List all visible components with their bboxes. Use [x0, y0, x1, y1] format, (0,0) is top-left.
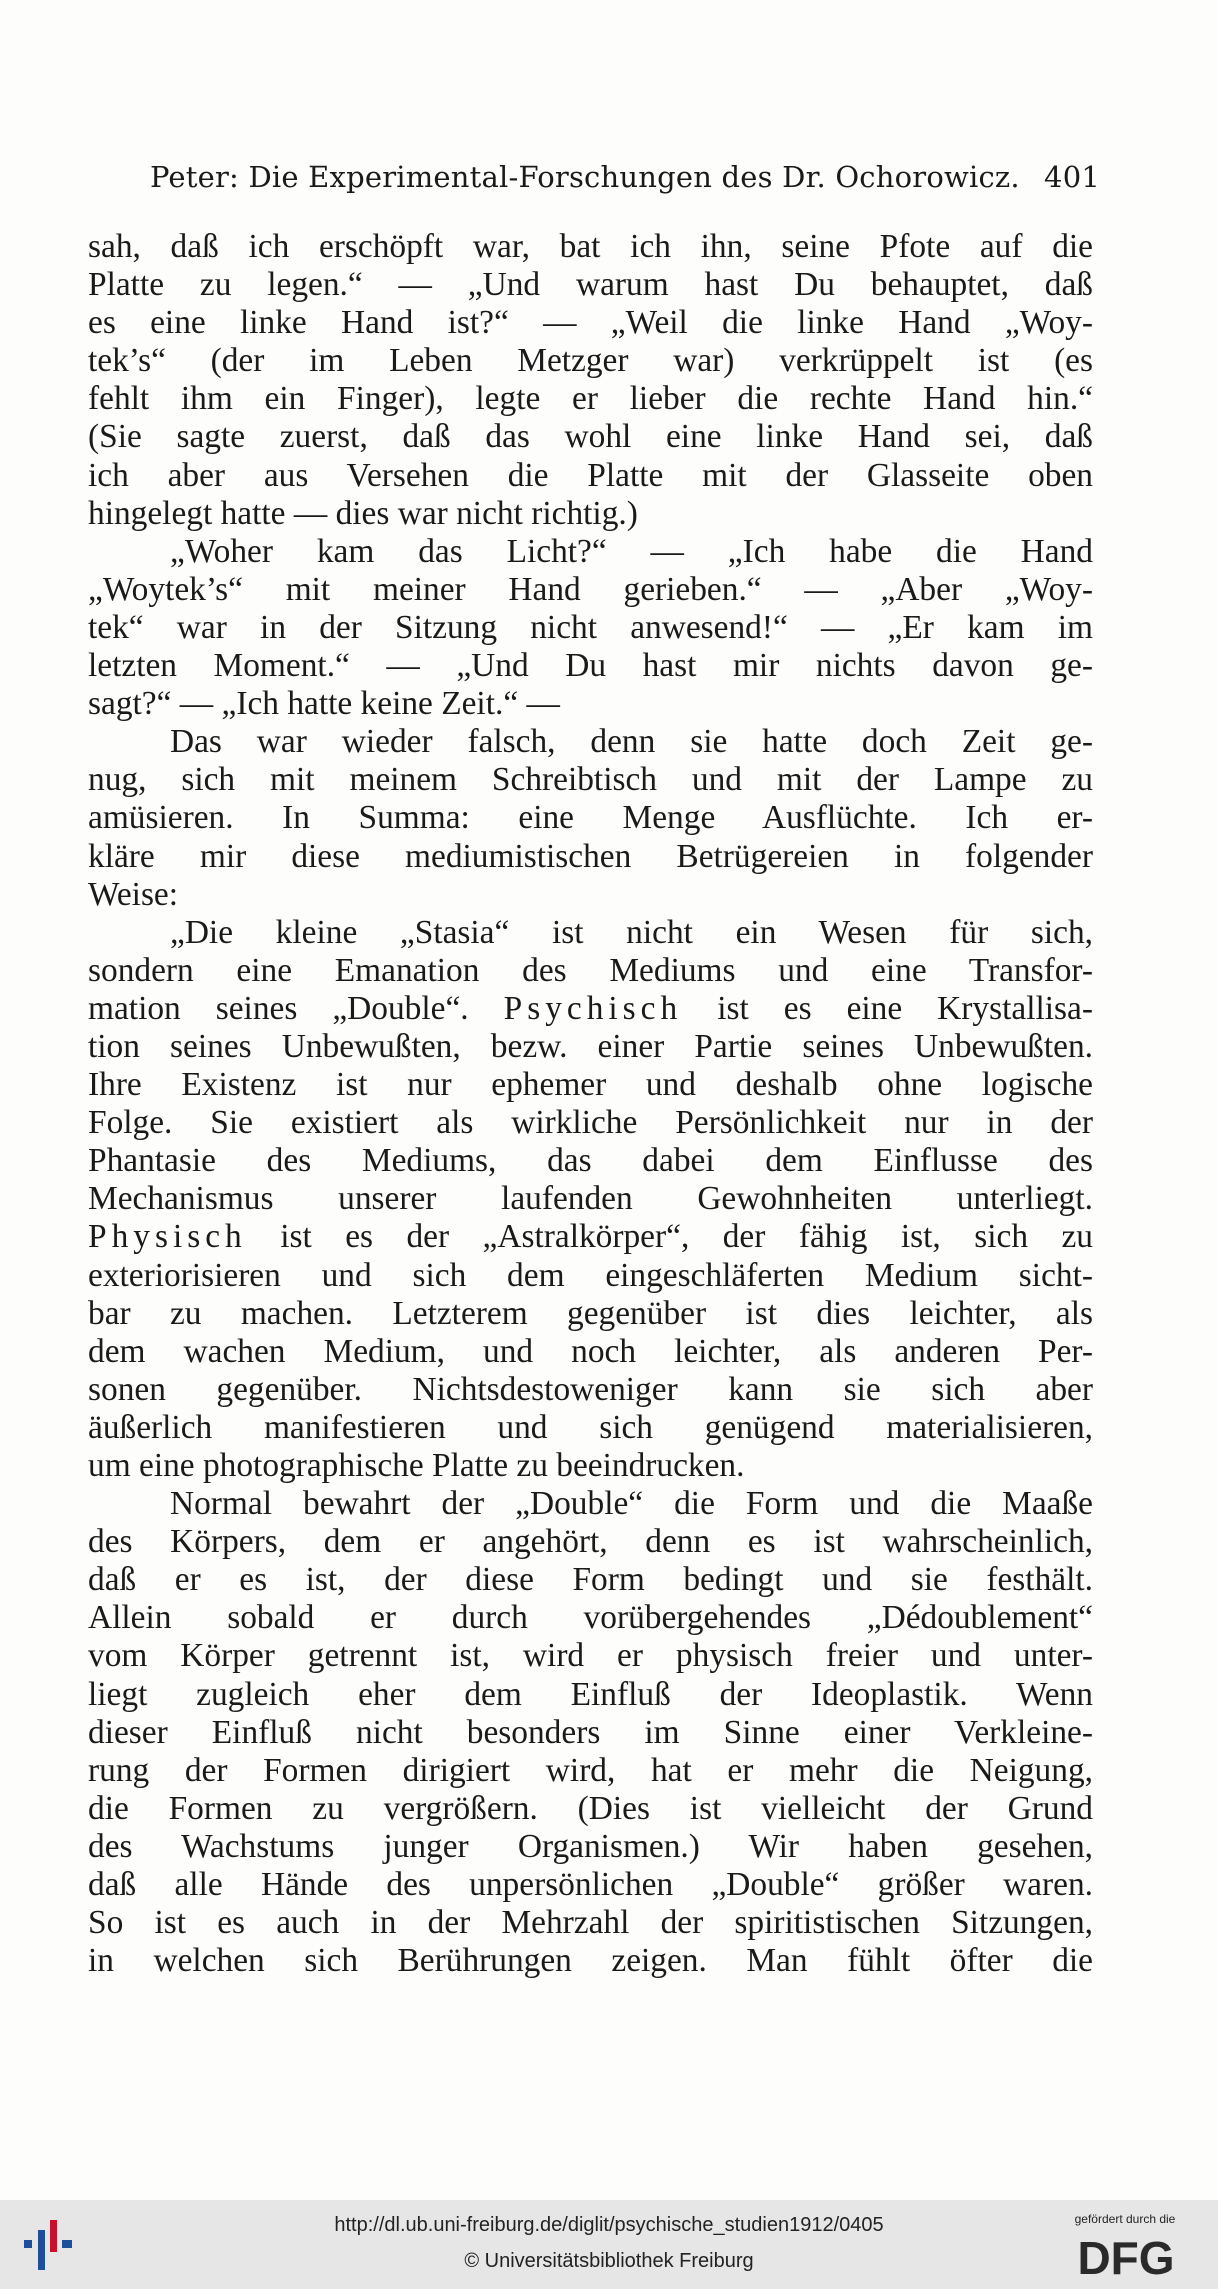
text-line: es eine linke Hand ist?“ — „Weil die linke Hand „Woy- [88, 304, 1093, 342]
emphasis-psychisch: Psychisch [503, 989, 683, 1027]
text-line: Platte zu legen.“ — „Und warum hast Du behauptet, daß [88, 266, 1093, 304]
text-line: sah, daß ich erschöpft war, bat ich ihn, seine Pfote auf die [88, 228, 1093, 265]
text-segment: ist es der „Astralkörper“, der fähig ist, sich zu [280, 1218, 1093, 1256]
text-line: des Körpers, dem er angehört, denn es ist wahrscheinlich, [88, 1523, 1093, 1561]
text-line: dieser Einfluß nicht besonders im Sinne einer Verkleine- [88, 1713, 1093, 1751]
text-line: (Sie sagte zuerst, daß das wohl eine linke Hand sei, daß [88, 418, 1093, 456]
text-line: rung der Formen dirigiert wird, hat er mehr die Neigung, [88, 1751, 1093, 1789]
text-line: daß alle Hände des unpersönlichen „Double“ größer waren. [88, 1866, 1093, 1904]
text-line: tek“ war in der Sitzung nicht anwesend!“ — „Er kam im [88, 608, 1093, 646]
text-line [88, 990, 1093, 1028]
text-line: kläre mir diese mediumistischen Betrügereien in folgender [88, 837, 1093, 875]
text-line: amüsieren. In Summa: eine Menge Ausflüchte. Ich er- [88, 799, 1093, 837]
dfg-logo-text: DFG [1077, 2232, 1175, 2280]
text-line: Folge. Sie existiert als wirkliche Persönlichkeit nur in der [88, 1104, 1093, 1142]
text-line: um eine photographische Platte zu beeindrucken. [88, 1447, 745, 1484]
dfg-logo-icon [1062, 2232, 1190, 2280]
text-line: nug, sich mit meinem Schreibtisch und mit der Lampe zu [88, 761, 1093, 799]
text-line: tion seines Unbewußten, bezw. einer Partie seines Unbewußten. [88, 1027, 1093, 1065]
text-line: Mechanismus unserer laufenden Gewohnheiten unterliegt. [88, 1180, 1093, 1218]
text-line: Normal bewahrt der „Double“ die Form und die Maaße [170, 1485, 1093, 1523]
text-line: sondern eine Emanation des Mediums und eine Transfor- [88, 951, 1093, 989]
text-line: exteriorisieren und sich dem eingeschläferten Medium sicht- [88, 1256, 1093, 1294]
text-line: liegt zugleich eher dem Einfluß der Ideoplastik. Wenn [88, 1675, 1093, 1713]
text-segment: mation seines „Double“. [88, 989, 469, 1027]
body-text [88, 228, 1093, 1980]
text-line: „Woytek’s“ mit meiner Hand gerieben.“ — „Aber „Woy- [88, 570, 1093, 608]
funded-by-label: gefördert durch die [1074, 2212, 1176, 2226]
running-head [150, 160, 1100, 194]
text-line: letzten Moment.“ — „Und Du hast mir nichts davon ge- [88, 647, 1093, 685]
paragraph-1 [88, 228, 1093, 533]
text-line: bar zu machen. Letzterem gegenüber ist dies leichter, als [88, 1294, 1093, 1332]
text-line: ich aber aus Versehen die Platte mit der Glasseite oben [88, 456, 1093, 494]
text-line: Weise: [88, 875, 179, 913]
copyright-notice: © Universitätsbibliothek Freiburg [464, 2250, 754, 2272]
text-line [88, 1218, 1093, 1256]
text-line: sagt?“ — „Ich hatte keine Zeit.“ — [88, 685, 560, 723]
text-segment: ist es eine Krystallisa- [717, 989, 1093, 1027]
text-line: vom Körper getrennt ist, wird er physisch freier und unter- [88, 1637, 1093, 1675]
permalink-url[interactable]: http://dl.ub.uni-freiburg.de/diglit/psychische_studien1912/0405 [334, 2214, 884, 2236]
text-line: „Die kleine „Stasia“ ist nicht ein Wesen für sich, [170, 913, 1093, 951]
emphasis-physisch: Physisch [88, 1218, 247, 1256]
page-number: 401 [1044, 160, 1100, 194]
paragraph-4-quote [88, 914, 1093, 1485]
text-line: fehlt ihm ein Finger), legte er lieber die rechte Hand hin.“ [88, 380, 1093, 418]
paragraph-2 [88, 533, 1093, 723]
paragraph-3 [88, 723, 1093, 913]
text-line: So ist es auch in der Mehrzahl der spiritistischen Sitzungen, [88, 1904, 1093, 1942]
text-line: Ihre Existenz ist nur ephemer und deshalb ohne logische [88, 1066, 1093, 1104]
paragraph-5 [88, 1485, 1093, 1980]
text-line: Phantasie des Mediums, das dabei dem Einflusse des [88, 1142, 1093, 1180]
text-line: äußerlich manifestieren und sich genügend materialisieren, [88, 1408, 1093, 1446]
text-line: dem wachen Medium, und noch leichter, als anderen Per- [88, 1332, 1093, 1370]
running-title: Peter: Die Experimental-Forschungen des Dr. Ochorowicz. [150, 160, 1020, 194]
text-line: Allein sobald er durch vorübergehendes „Dédoublement“ [88, 1599, 1093, 1637]
text-line: daß er es ist, der diese Form bedingt und sie festhält. [88, 1561, 1093, 1599]
text-line: sonen gegenüber. Nichtsdestoweniger kann sie sich aber [88, 1370, 1093, 1408]
text-line: in welchen sich Berührungen zeigen. Man fühlt öfter die [88, 1942, 1093, 1980]
text-line: des Wachstums junger Organismen.) Wir haben gesehen, [88, 1827, 1093, 1865]
text-line: tek’s“ (der im Leben Metzger war) verkrüppelt ist (es [88, 342, 1093, 380]
text-line: „Woher kam das Licht?“ — „Ich habe die Hand [170, 532, 1093, 570]
text-line: Das war wieder falsch, denn sie hatte doch Zeit ge- [170, 723, 1093, 761]
text-line: die Formen zu vergrößern. (Dies ist vielleicht der Grund [88, 1789, 1093, 1827]
viewer-footer [0, 2200, 1218, 2289]
text-line: hingelegt hatte — dies war nicht richtig.) [88, 494, 638, 532]
